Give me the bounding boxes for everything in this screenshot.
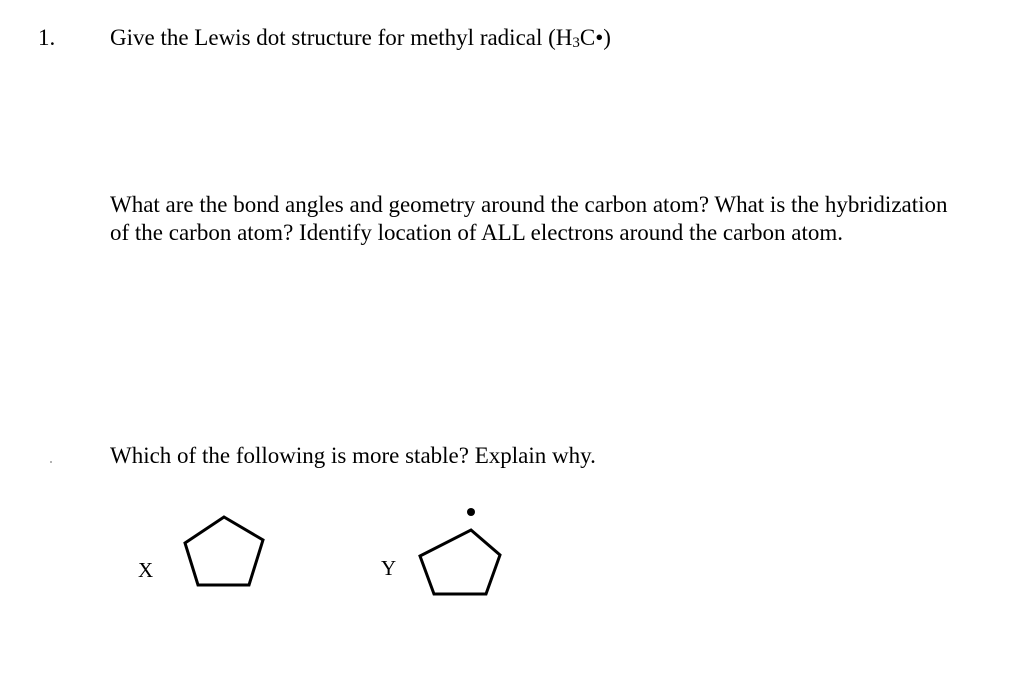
formula-subscript: 3 — [572, 35, 580, 51]
question-part-2-line-1: What are the bond angles and geometry around the carbon atom? What is the hybridization — [110, 192, 948, 217]
stray-mark — [50, 461, 52, 463]
methyl-radical-prompt: Give the Lewis dot structure for methyl radical (H — [110, 25, 573, 50]
question-part-1 — [110, 24, 611, 57]
question-part-2-line-2: of the carbon atom? Identify location of ALL electrons around the carbon atom. — [110, 220, 843, 245]
cyclopentyl-radical-ring-y — [424, 524, 504, 598]
question-part-3: Which of the following is more stable? Explain why. — [110, 443, 596, 468]
cyclopentane-ring-x — [178, 510, 272, 592]
molecule-x-label: X — [138, 558, 154, 582]
formula-tail: C•) — [579, 25, 611, 50]
molecule-y-label: Y — [381, 556, 397, 580]
radical-dot — [467, 508, 475, 516]
question-number: 1. — [38, 25, 56, 50]
